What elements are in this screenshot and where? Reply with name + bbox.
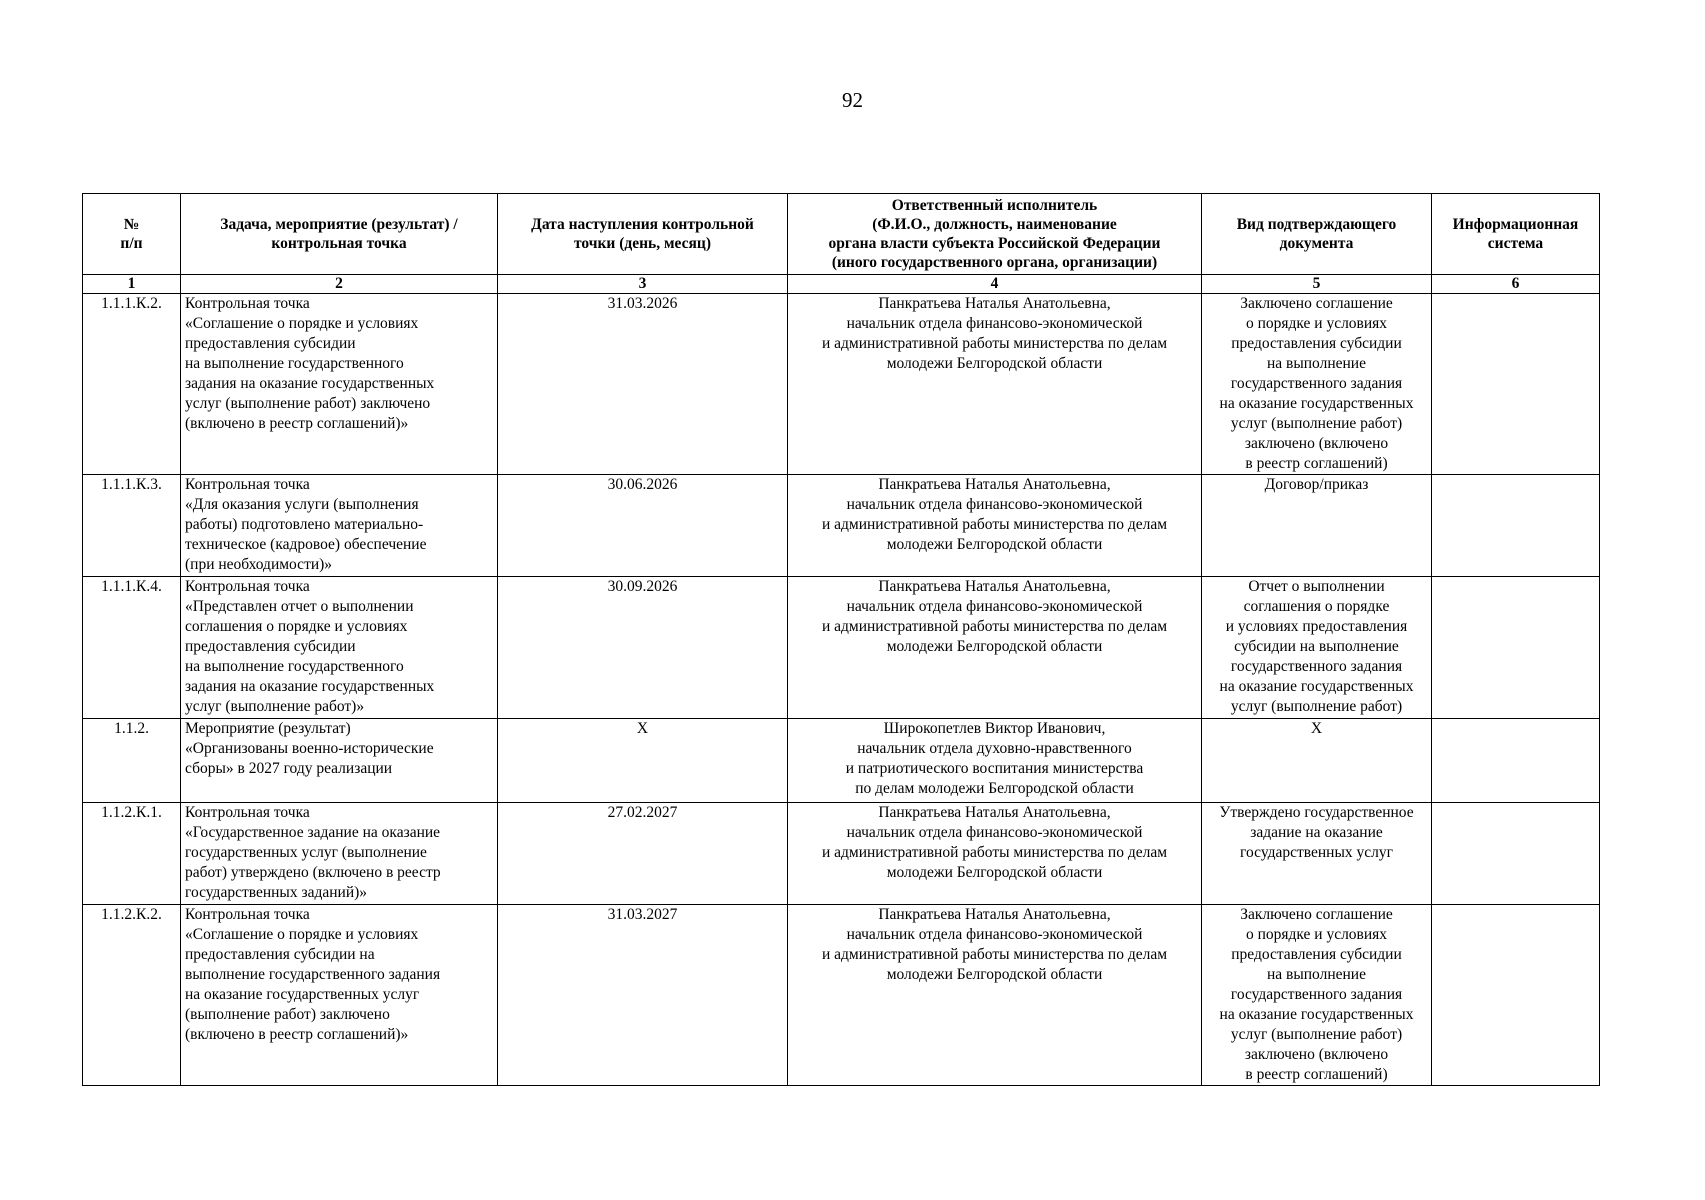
row-number: 1.1.1.К.4. (83, 577, 181, 719)
row-task: Контрольная точка «Представлен отчет о выполнении соглашения о порядке и условиях предоставления субсидии на выполнение государственного задания на оказание государственных услуг (выполнение работ)» (181, 577, 498, 719)
row-document: Отчет о выполнении соглашения о порядке и условиях предоставления субсидии на выполнение государственного задания на оказание государственных услуг (выполнение работ) (1202, 577, 1432, 719)
row-document: Договор/приказ (1202, 475, 1432, 577)
column-number: 1 (83, 275, 181, 294)
row-task: Контрольная точка «Соглашение о порядке и условиях предоставления субсидии на выполнение государственного задания на оказание государственных услуг (выполнение работ) заключено (включено в реестр соглашений)» (181, 294, 498, 475)
row-system (1432, 719, 1600, 803)
column-number-row (83, 275, 1600, 294)
page-number: 92 (842, 88, 863, 112)
row-executor: Панкратьева Наталья Анатольевна, начальник отдела финансово-экономической и административной работы министерства по делам молодежи Белгородской области (788, 294, 1202, 475)
row-date: 30.06.2026 (498, 475, 788, 577)
row-executor: Панкратьева Наталья Анатольевна, начальник отдела финансово-экономической и административной работы министерства по делам молодежи Белгородской области (788, 905, 1202, 1086)
header-document: Вид подтверждающего документа (1202, 194, 1432, 275)
header-system: Информационная система (1432, 194, 1600, 275)
row-task: Мероприятие (результат) «Организованы военно-исторические сборы» в 2027 году реализации (181, 719, 498, 803)
row-document: Заключено соглашение о порядке и условиях предоставления субсидии на выполнение государственного задания на оказание государственных услуг (выполнение работ) заключено (включено в реестр соглашений) (1202, 905, 1432, 1086)
column-number: 3 (498, 275, 788, 294)
table-row (83, 294, 1600, 475)
row-task: Контрольная точка «Государственное задание на оказание государственных услуг (выполнение работ) утверждено (включено в реестр государственных заданий)» (181, 803, 498, 905)
row-date: 31.03.2027 (498, 905, 788, 1086)
row-number: 1.1.2.К.2. (83, 905, 181, 1086)
row-task: Контрольная точка «Для оказания услуги (выполнения работы) подготовлено материально- техническое (кадровое) обеспечение (при необходимости)» (181, 475, 498, 577)
row-document: X (1202, 719, 1432, 803)
table-row (83, 719, 1600, 803)
row-number: 1.1.1.К.3. (83, 475, 181, 577)
row-executor: Широкопетлев Виктор Иванович, начальник отдела духовно-нравственного и патриотического воспитания министерства по делам молодежи Белгородской области (788, 719, 1202, 803)
row-date: X (498, 719, 788, 803)
row-number: 1.1.2. (83, 719, 181, 803)
row-task: Контрольная точка «Соглашение о порядке и условиях предоставления субсидии на выполнение государственного задания на оказание государственных услуг (выполнение работ) заключено (включено в реестр соглашений)» (181, 905, 498, 1086)
row-system (1432, 803, 1600, 905)
column-number: 2 (181, 275, 498, 294)
row-system (1432, 577, 1600, 719)
row-date: 30.09.2026 (498, 577, 788, 719)
row-executor: Панкратьева Наталья Анатольевна, начальник отдела финансово-экономической и административной работы министерства по делам молодежи Белгородской области (788, 803, 1202, 905)
header-executor: Ответственный исполнитель (Ф.И.О., должность, наименование органа власти субъекта Российской Федерации (иного государственного органа, организации) (788, 194, 1202, 275)
table-header-row (83, 194, 1600, 275)
header-task: Задача, мероприятие (результат) / контрольная точка (181, 194, 498, 275)
row-executor: Панкратьева Наталья Анатольевна, начальник отдела финансово-экономической и административной работы министерства по делам молодежи Белгородской области (788, 475, 1202, 577)
row-number: 1.1.2.К.1. (83, 803, 181, 905)
row-system (1432, 475, 1600, 577)
row-date: 31.03.2026 (498, 294, 788, 475)
row-document: Утверждено государственное задание на оказание государственных услуг (1202, 803, 1432, 905)
table-row (83, 577, 1600, 719)
control-points-table (82, 193, 1600, 1086)
header-number: № п/п (83, 194, 181, 275)
table-row (83, 475, 1600, 577)
row-system (1432, 905, 1600, 1086)
row-number: 1.1.1.К.2. (83, 294, 181, 475)
column-number: 4 (788, 275, 1202, 294)
column-number: 5 (1202, 275, 1432, 294)
row-document: Заключено соглашение о порядке и условиях предоставления субсидии на выполнение государственного задания на оказание государственных услуг (выполнение работ) заключено (включено в реестр соглашений) (1202, 294, 1432, 475)
table-row (83, 803, 1600, 905)
row-system (1432, 294, 1600, 475)
row-date: 27.02.2027 (498, 803, 788, 905)
column-number: 6 (1432, 275, 1600, 294)
table-row (83, 905, 1600, 1086)
header-date: Дата наступления контрольной точки (день, месяц) (498, 194, 788, 275)
row-executor: Панкратьева Наталья Анатольевна, начальник отдела финансово-экономической и административной работы министерства по делам молодежи Белгородской области (788, 577, 1202, 719)
